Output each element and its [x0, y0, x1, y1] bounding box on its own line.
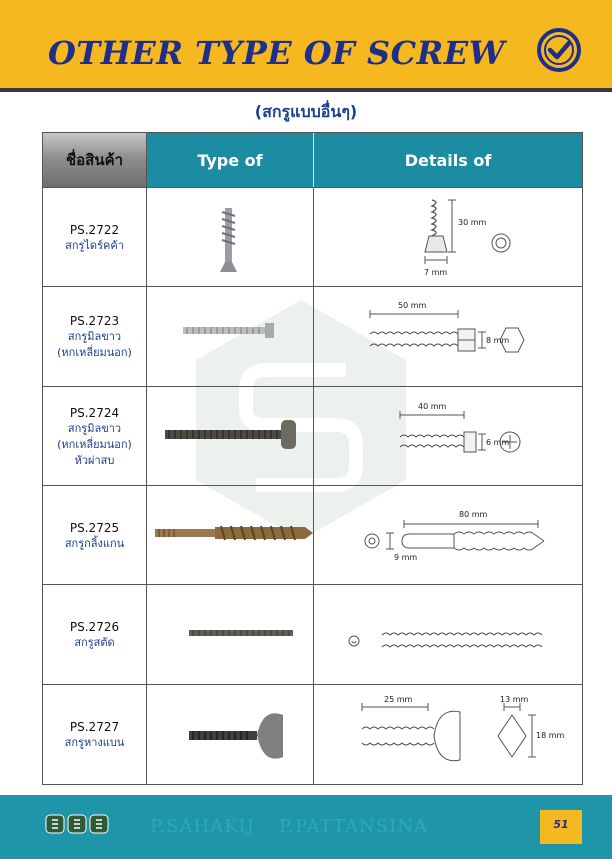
- product-details-cell: [314, 585, 582, 685]
- footer-company-2: P.PATTANSINA: [279, 816, 428, 837]
- drywall-screw-drawing: [314, 188, 582, 287]
- dimension-length: 40 mm: [418, 402, 447, 411]
- page-title: OTHER TYPE OF SCREW: [48, 34, 506, 72]
- dimension-height: 18 mm: [536, 731, 565, 740]
- product-code: PS.2722: [69, 222, 120, 237]
- table-row: [43, 485, 582, 585]
- product-name-cell: [43, 585, 147, 685]
- dimension-width: 13 mm: [500, 695, 529, 704]
- stud-rod-drawing: [314, 585, 582, 685]
- product-details-cell: [314, 188, 582, 287]
- product-code: PS.2726: [69, 620, 120, 634]
- table-row: [43, 286, 582, 387]
- product-details-cell: [314, 387, 582, 486]
- dimension-diameter: 6 mm: [486, 438, 510, 447]
- company-logo-icon: [45, 814, 109, 836]
- product-name-cell: [43, 685, 147, 785]
- table-row: [43, 386, 582, 486]
- product-details-cell: [314, 287, 582, 387]
- stud-rod-photo: [147, 585, 314, 685]
- column-header-details: Details of: [314, 133, 582, 187]
- dimension-diameter: 9 mm: [394, 553, 418, 562]
- page-number: 51: [553, 818, 569, 831]
- footer-company-1: P.SAHAKIJ: [150, 816, 255, 837]
- product-code: PS.2723: [69, 314, 120, 328]
- page-subtitle: (สกรูแบบอื่นๆ): [254, 102, 358, 121]
- thumb-screw-photo: [147, 685, 314, 785]
- product-name-cell: [43, 486, 147, 585]
- product-name-cell: [43, 287, 147, 387]
- product-name: (หกเหลี่ยมนอก): [57, 346, 132, 359]
- product-name: (หกเหลี่ยมนอก): [57, 437, 132, 451]
- product-photo-cell: [147, 387, 314, 486]
- product-details-cell: [314, 486, 582, 585]
- hanger-bolt-drawing: [314, 486, 582, 585]
- product-code: PS.2725: [69, 520, 120, 535]
- product-name: สกรูหางแบน: [64, 736, 125, 749]
- product-details-cell: [314, 685, 582, 785]
- product-name: หัวผ่าสบ: [74, 453, 115, 467]
- dimension-length: 30 mm: [458, 218, 487, 227]
- header-rule: [0, 88, 612, 92]
- machine-screw-photo: [147, 387, 314, 486]
- drywall-screw-photo: [147, 188, 314, 287]
- product-name: สกรูไดร์คค้า: [65, 238, 124, 252]
- dimension-width: 7 mm: [424, 268, 448, 277]
- product-photo-cell: [147, 188, 314, 287]
- dimension-length: 50 mm: [398, 301, 427, 310]
- table-row: [43, 584, 582, 685]
- product-code: PS.2724: [69, 405, 120, 420]
- product-photo-cell: [147, 685, 314, 785]
- product-photo-cell: [147, 585, 314, 685]
- footer-company-names: [150, 816, 428, 837]
- product-name: สกรูกลิ้งแกน: [64, 536, 125, 550]
- product-table: [42, 132, 583, 785]
- table-row: [43, 684, 582, 785]
- dimension-length: 25 mm: [384, 695, 413, 704]
- dimension-diameter: 8 mm: [486, 336, 510, 345]
- column-header-product-name: ชื่อสินค้า: [43, 133, 147, 187]
- product-name: สกรูสตัด: [74, 636, 115, 649]
- machine-screw-drawing: [314, 387, 582, 486]
- column-header-type: Type of: [147, 133, 314, 187]
- product-photo-cell: [147, 486, 314, 585]
- checkmark-badge-icon: [537, 28, 581, 72]
- product-name: สกรูมิลขาว: [67, 421, 122, 435]
- table-header: [43, 133, 582, 187]
- product-name: สกรูมิลขาว: [67, 330, 122, 343]
- hex-bolt-photo: [147, 287, 314, 387]
- hex-bolt-drawing: [314, 287, 582, 387]
- product-code: PS.2727: [69, 720, 120, 734]
- hanger-bolt-photo: [147, 486, 314, 585]
- dimension-length: 80 mm: [459, 510, 488, 519]
- product-name-cell: [43, 387, 147, 486]
- product-photo-cell: [147, 287, 314, 387]
- table-row: [43, 187, 582, 287]
- product-name-cell: [43, 188, 147, 287]
